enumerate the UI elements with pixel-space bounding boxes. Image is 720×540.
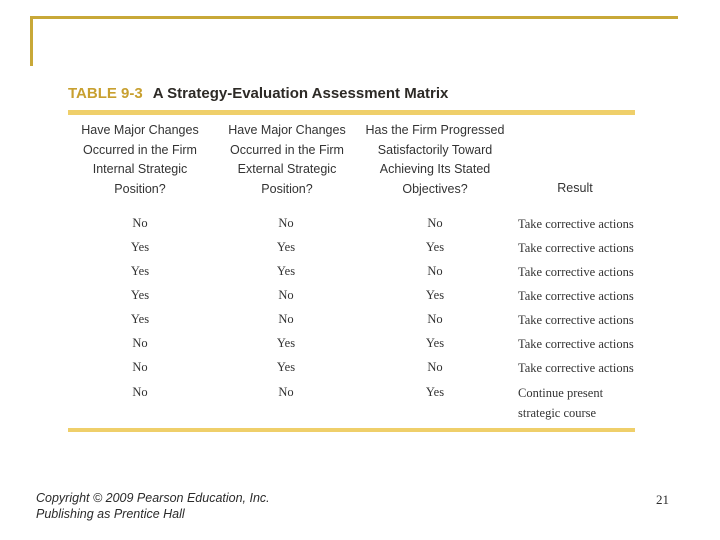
copyright-notice [36,490,270,522]
header-line: Internal Strategic [92,162,188,176]
header-line: Have Major Changes [81,123,199,137]
publisher-line: Publishing as Prentice Hall [36,507,185,521]
copyright-line: Copyright © 2009 Pearson Education, Inc. [36,491,270,505]
cell-internal: Yes [130,288,150,302]
cell-external: Yes [276,336,296,350]
table-number: TABLE 9-3 [68,85,143,102]
table-title: A Strategy-Evaluation Assessment Matrix [152,85,449,102]
cell-objectives: No [427,216,443,230]
cell-internal: Yes [130,264,150,278]
cell-internal: Yes [130,240,150,254]
cell-external: Yes [276,264,296,278]
cell-internal: No [132,385,148,399]
cell-result: Take corrective actions [518,337,634,351]
header-line: Position? [261,181,313,196]
header-line: Occurred in the Firm [83,142,197,157]
cell-internal: No [132,336,148,350]
header-line: External Strategic [237,162,337,176]
page-number: 21 [656,492,669,507]
column-header-result [540,179,610,199]
cell-result: Take corrective actions [518,217,634,231]
cell-objectives: Yes [425,336,445,350]
column-header-external [222,121,352,199]
cell-external: No [278,288,294,302]
table-caption [68,85,448,102]
cell-external: Yes [276,240,296,254]
column-header-internal [75,121,205,199]
slide-frame-top-border [30,16,678,19]
header-line: Result [557,181,593,195]
header-line: Achieving Its Stated [379,162,491,176]
cell-result: Take corrective actions [518,265,634,279]
table-bottom-rule [68,428,635,432]
cell-objectives: Yes [425,240,445,254]
cell-internal: Yes [130,312,150,326]
cell-objectives: Yes [425,385,445,399]
header-line: Objectives? [402,181,468,196]
header-line: Has the Firm Progressed [365,123,505,137]
cell-internal: No [132,216,148,230]
cell-objectives: No [427,360,443,374]
cell-objectives: No [427,312,443,326]
header-line: Occurred in the Firm [230,142,344,157]
cell-result: Take corrective actions [518,313,634,327]
cell-result: Continue present strategic course [518,386,604,420]
cell-objectives: No [427,264,443,278]
cell-result: Take corrective actions [518,241,634,255]
cell-result: Take corrective actions [518,289,634,303]
cell-external: No [278,216,294,230]
cell-internal: No [132,360,148,374]
cell-objectives: Yes [425,288,445,302]
header-line: Satisfactorily Toward [377,142,493,157]
slide-frame-left-border [30,16,33,66]
cell-external: No [278,385,294,399]
header-line: Position? [114,181,166,196]
cell-external: No [278,312,294,326]
header-line: Have Major Changes [228,123,346,137]
column-header-objectives [360,121,510,199]
table-top-rule [68,110,635,115]
cell-external: Yes [276,360,296,374]
cell-result: Take corrective actions [518,361,634,375]
